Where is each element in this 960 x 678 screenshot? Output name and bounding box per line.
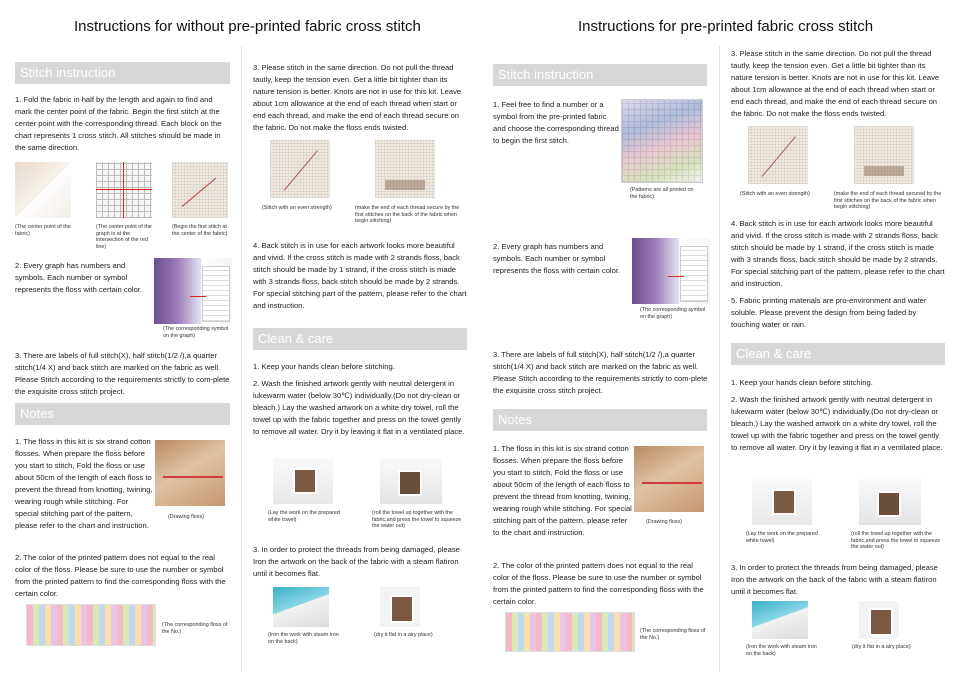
drawing-floss-photo — [634, 446, 704, 512]
divider — [719, 46, 720, 672]
printed-pattern-image — [621, 99, 703, 183]
steam-iron-photo — [273, 587, 329, 627]
paragraph: 3. In order to protect the threads from being damaged, please Iron the artwork on the back of the fabric with a steam flatiron until it becomes flat. — [253, 545, 460, 578]
caption: (Lay the work on the prepared white towel) — [746, 531, 818, 544]
caption: (The center point of the fabric) — [15, 224, 71, 237]
paragraph: 2. The color of the printed pattern does not equal to the real color of the floss. Please be sure to use the number or symbol from the printed pattern to find the corresponding floss with the certain color. — [15, 553, 226, 598]
graph-center-image — [96, 162, 152, 218]
paragraph: 3. In order to protect the threads from being damaged, please Iron the artwork on the back of the fabric with a steam flatiron until it becomes flat. — [731, 563, 938, 596]
section-notes: Notes — [15, 403, 230, 425]
drawing-floss-photo — [155, 440, 225, 506]
title-right: Instructions for pre-printed fabric cross stitch — [578, 18, 874, 35]
caption: (roll the towel up together with the fabric,and press the towel to squeeze the water out) — [851, 531, 941, 550]
paragraph: 3. There are labels of full stitch(X), half stitch(1/2 /),a quarter stitch(1/4 X) and back stitch are marked on the fabric as well. Please Stitch according to the requirements strictly to com-plete the exquisite cross stitch project. — [493, 350, 708, 395]
section-stitch-instruction: Stitch instruction — [493, 64, 707, 86]
caption: (make the end of each thread secure by the first stitches on the back of the fabric when begin stitching) — [355, 205, 460, 224]
paragraph: 5. Fabric printing materials are pro-environment and water soluble. Please prevent the design from being faded by touching water or rain. — [731, 296, 927, 329]
caption: (Patterns are all printed on the fabric) — [630, 187, 694, 200]
caption: (Stitch with an even strength) — [740, 191, 810, 197]
caption: (Iron the work with steam iron on the back) — [746, 644, 817, 657]
caption: (The center point of the graph is at the intersection of the red line) — [96, 224, 152, 250]
section-clean-care: Clean & care — [731, 343, 945, 365]
section-stitch-instruction: Stitch instruction — [15, 62, 230, 84]
flat-dry-photo — [859, 601, 899, 639]
divider — [241, 46, 242, 672]
caption: (Begin the first stitch at the center of the fabric) — [172, 224, 228, 237]
paragraph: 1. Fold the fabric in half by the length and again to find and mark the center point of the fabric. Begin the first stitch at the center point with the corresponding thread. Each block on the chart represents 1 cross stitch. All stitches should be made in the same direction. — [15, 95, 222, 152]
caption: (make the end of each thread secured by the first stitches on the back of the fabric when begin stitching) — [834, 191, 942, 210]
caption: (The corresponding floss of the No.) — [162, 622, 228, 635]
symbol-chart-image — [154, 258, 232, 324]
paragraph: 2. The color of the printed pattern does not equal to the real color of the floss. Please be sure to use the number or symbol from the printed pattern to find the corresponding floss with the certain color. — [493, 561, 704, 606]
caption: (The corresponding symbol on the graph) — [640, 307, 706, 320]
paragraph: 1. The floss in this kit is six strand cotton flosses. When prepare the floss before you start to stitch, Fold the floss or use about 50cm of the length of each floss to prevent the thread from knotting, twining, wearing rough while stitching. For special stitching part of the pattern, please refer to the chart and instruction. — [15, 437, 153, 530]
paragraph: 4. Back stitch is in use for each artwork looks more beautiful and vivid. If the cross stitch is made with 2 strands floss, back stitch should be made by 1 strand, if the cross stitch is made with 3 strands floss, back stitch should be made by 2 strands. For special stitching part of the pattern, please refer to the chart and instruction. — [253, 241, 467, 310]
section-notes: Notes — [493, 409, 707, 431]
paragraph: 3. Please stitch in the same direction. Do not pull the thread tautly, keep the tension even. Get a little bit tighter than its nature tension is better. Knots are not in use for this kit. Leave about 1cm allowance at the end of each thread when start or end each thread, and make the end of each thread secure on the fabric. Do not make the floss ends twisted. — [731, 49, 940, 118]
caption: (Iron the work with steam iron on the back) — [268, 632, 339, 645]
section-clean-care: Clean & care — [253, 328, 467, 350]
even-stitch-photo — [748, 126, 808, 184]
caption: (dry it flat in a airy place) — [374, 632, 433, 638]
paragraph: 2. Wash the finished artwork gently with neutral detergent in lukewarm water (below 30℃) individually.(Do not dry-clean or bleach.) Lay the washed artwork on a white dry towel, roll the towel up with the fabric together and press on the towel gently to remove all water. Dry it by leaving it flat in a ventilated place. — [731, 395, 943, 452]
paragraph: 3. Please stitch in the same direction. Do not pull the thread tautly, keep the tension even. Get a little bit tighter than its nature tension is better. Knots are not in use for this kit. Leave about 1cm allowance at the end of each thread when start or end each thread, and make the end of each thread secure on the fabric. Do not make the floss ends twisted. — [253, 63, 462, 132]
first-stitch-photo — [172, 162, 228, 218]
caption: (The corresponding symbol on the graph) — [163, 326, 229, 339]
towel-roll-photo — [859, 479, 921, 525]
caption: (Stitch with an even strength) — [262, 205, 332, 211]
towel-lay-photo — [273, 458, 333, 504]
caption: (The corresponding floss of the No.) — [640, 628, 706, 641]
paragraph: 2. Every graph has numbers and symbols. Each number or symbol represents the floss with certain color. — [493, 242, 621, 275]
paragraph: 2. Wash the finished artwork gently with neutral detergent in lukewarm water (below 30℃) individually.(Do not dry-clean or bleach.) Lay the washed artwork on a white dry towel, roll the towel up with the fabric together and press on the towel gently to remove all water. Dry it by leaving it flat in a ventilated place. — [253, 379, 465, 436]
towel-lay-photo — [752, 479, 812, 525]
towel-roll-photo — [380, 458, 442, 504]
caption: (Lay the work on the prepared white towel) — [268, 510, 340, 523]
caption: (Drawing floss) — [646, 519, 682, 525]
floss-card-image — [26, 604, 156, 646]
paragraph: 1. Keep your hands clean before stitching. — [731, 378, 873, 387]
secure-end-photo — [854, 126, 914, 184]
even-stitch-photo — [270, 140, 330, 198]
paragraph: 2. Every graph has numbers and symbols. Each number or symbol represents the floss with certain color. — [15, 261, 143, 294]
caption: (Drawing floss) — [168, 514, 204, 520]
caption: (roll the towel up together with the fabric,and press the towel to squeeze the water out) — [372, 510, 462, 529]
paragraph: 3. There are labels of full stitch(X), half stitch(1/2 /),a quarter stitch(1/4 X) and back stitch are marked on the fabric as well. Please Stitch according to the requirements strictly to com-plete the exquisite cross stitch project. — [15, 351, 230, 396]
fabric-fold-photo — [15, 162, 71, 218]
paragraph: 1. Keep your hands clean before stitching. — [253, 362, 395, 371]
flat-dry-photo — [380, 587, 420, 627]
paragraph: 1. Feel free to find a number or a symbol from the pre-printed fabric and choose the corresponding thread to begin the first stitch. — [493, 100, 619, 145]
paragraph: 1. The floss in this kit is six strand cotton flosses. When prepare the floss before you start to stitch, Fold the floss or use about 50cm of the length of each floss to prevent the thread from knotting, twining, wearing rough while stitching. For special stitching part of the pattern, please refer to the chart and instruction. — [493, 444, 632, 537]
steam-iron-photo — [752, 601, 808, 639]
title-left: Instructions for without pre-printed fabric cross stitch — [74, 18, 421, 35]
symbol-chart-image — [632, 238, 710, 304]
caption: (dry it flat in a airy place) — [852, 644, 911, 650]
secure-end-photo — [375, 140, 435, 198]
floss-card-image — [505, 612, 635, 652]
paragraph: 4. Back stitch is in use for each artwork looks more beautiful and vivid. If the cross stitch is made with 2 strands floss, back stitch should be made by 1 strand, if the cross stitch is made with 3 strands floss, back stitch should be made by 2 strands. For special stitching part of the pattern, please refer to the chart and instruction. — [731, 219, 945, 288]
